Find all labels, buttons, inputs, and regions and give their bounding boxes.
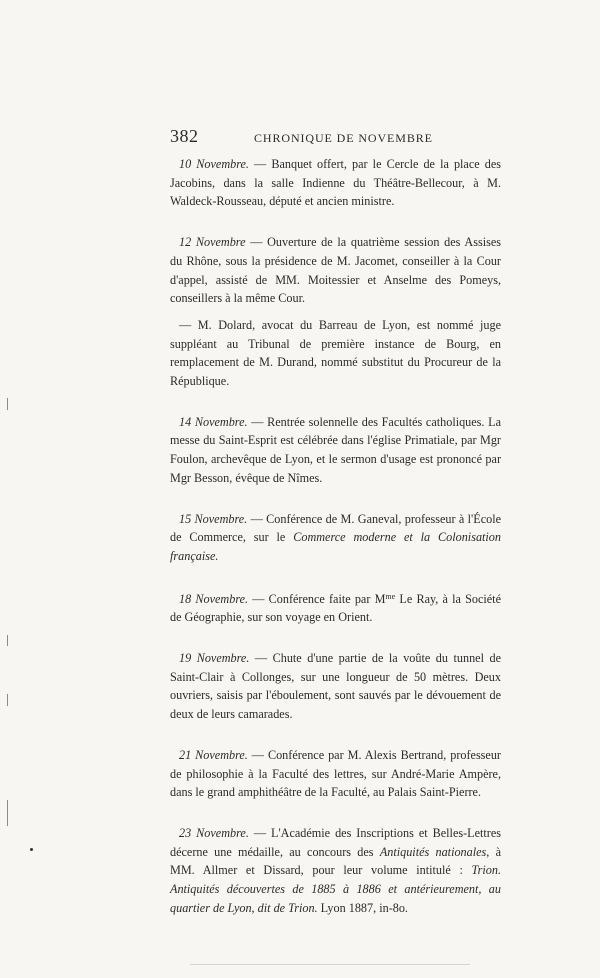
entry-date: 12 Novembre (179, 235, 246, 250)
entry-text-after: Le Ray, à la Société de Géographie, sur son voyage en Orient. (170, 591, 501, 625)
entry-23-novembre (170, 824, 501, 918)
entry-paragraph (170, 413, 501, 488)
entry-text-after: Lyon 1887, in-8o. (317, 900, 408, 915)
entry-12-novembre (170, 233, 501, 391)
entry-paragraph (170, 649, 501, 724)
entry-date: 21 Novembre. (179, 747, 248, 762)
entry-continuation: — M. Dolard, avocat du Barreau de Lyon, est nommé juge suppléant au Tribunal de première instance de Bourg, en remplacement de M. Durand, nommé substitut du Procureur de la République. (170, 317, 501, 389)
entry-text: — L'Académie des Inscriptions et Belles-Lettres décerne une médaille, au concours des (170, 825, 501, 859)
entry-text: — Ouverture de la quatrième session des Assises du Rhône, sous la présidence de M. Jacomet, conseiller à la Cour d'appel, assisté de MM. Moitessier et Anselme des Pomeys, conseillers à la même Cour. (170, 235, 501, 306)
entry-paragraph (170, 824, 501, 918)
entry-text: — Banquet offert, par le Cercle de la place des Jacobins, dans la salle Indienne du Théâtre-Bellecour, à M. Waldeck-Rousseau, député et ancien ministre. (170, 157, 501, 209)
chronicle-entries (170, 155, 501, 940)
entry-date: 23 Novembre. (179, 825, 249, 840)
entry-text: — Rentrée solennelle des Facultés catholiques. La messe du Saint-Esprit est célébrée dans l'église Primatiale, par Mgr Foulon, archevêque de Lyon, et le sermon d'usage est prononcé par Mgr Besson, évêque de Nîmes. (170, 414, 501, 485)
running-head: CHRONIQUE DE NOVEMBRE (254, 131, 433, 145)
ink-dot (30, 848, 33, 851)
entry-date: 19 Novembre. (179, 651, 250, 666)
collection-title: Antiquités nationales (379, 844, 487, 859)
entry-text: — Conférence de M. Ganeval, professeur à l'École de Commerce, sur le (170, 511, 501, 545)
entry-date: 15 Novembre. (179, 511, 248, 526)
lecture-title: Commerce moderne et la Colonisation française. (170, 530, 501, 563)
entry-paragraph (170, 233, 501, 308)
page-number: 382 (170, 126, 199, 146)
left-margin-mark-middle (7, 635, 8, 646)
entry-date: 18 Novembre. (179, 591, 249, 606)
book-title: Trion. Antiquités découvertes de 1885 à 1886 et antérieurement, au quartier de Lyon, dit de Trion. (170, 863, 501, 915)
left-margin-mark-bottom (7, 800, 8, 826)
entry-21-novembre (170, 746, 501, 802)
entry-paragraph (170, 746, 501, 802)
entry-text-middle: , à MM. Allmer et Dissard, pour leur volume intitulé : (170, 844, 501, 878)
entry-18-novembre (170, 588, 501, 627)
entry-text: — Conférence par M. Alexis Bertrand, professeur de philosophie à la Faculté des lettres, sur André-Marie Ampère, dans le grand amphithéâtre de la Faculté, au Palais Saint-Pierre. (170, 747, 501, 800)
entry-text: — Chute d'une partie de la voûte du tunnel de Saint-Clair à Collonges, sur une longueur de 50 mètres. Deux ouvriers, saisis par l'éboulement, sont sauvés par le dévouement de deux de leurs camarades. (170, 651, 501, 722)
entry-paragraph (170, 155, 501, 211)
entry-paragraph (170, 588, 501, 627)
entry-date: 10 Novembre. (179, 157, 249, 171)
entry-14-novembre (170, 413, 501, 488)
title-superscript: me (385, 591, 396, 601)
entry-paragraph (170, 510, 501, 566)
entry-text: — Conférence faite par M (248, 591, 386, 606)
page-header (170, 126, 500, 148)
bottom-page-edge (190, 964, 470, 965)
entry-15-novembre (170, 510, 501, 566)
left-margin-mark-lower (7, 694, 8, 706)
entry-19-novembre (170, 649, 501, 724)
entry-10-novembre (170, 155, 501, 211)
left-margin-mark-top (7, 398, 8, 410)
entry-date: 14 Novembre. (179, 414, 248, 429)
